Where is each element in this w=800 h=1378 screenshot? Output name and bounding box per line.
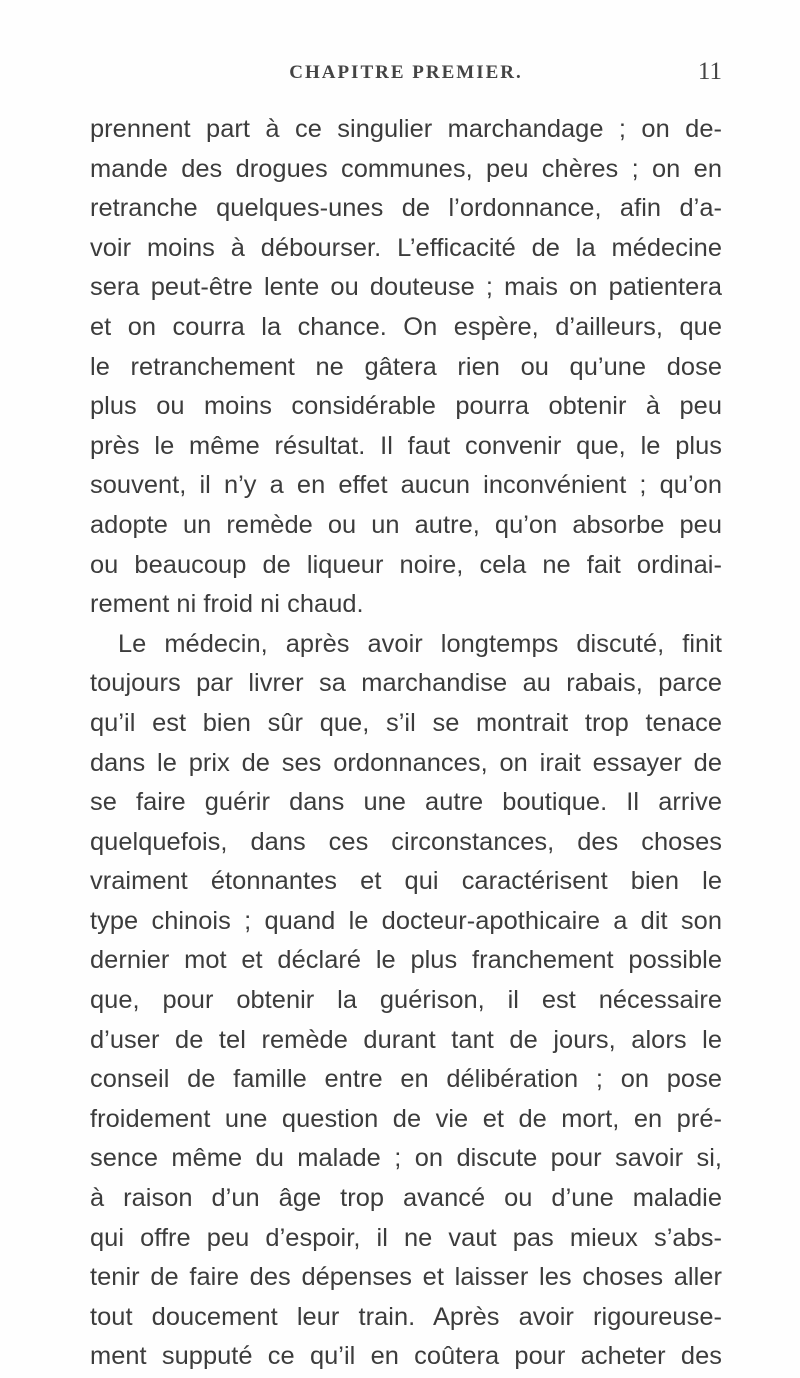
text-line: toujours par livrer sa marchandise au rabais, parce bbox=[90, 669, 722, 698]
text-line: ment supputé ce qu’il en coûtera pour acheter des bbox=[90, 1342, 722, 1371]
text-line: conseil de famille entre en délibération ; on pose bbox=[90, 1065, 722, 1094]
text-line: froidement une question de vie et de mort, en pré- bbox=[90, 1104, 722, 1133]
text-line: mande des drogues communes, peu chères ; on en bbox=[90, 154, 722, 183]
text-line: Le médecin, après avoir longtemps discuté, finit bbox=[118, 629, 722, 658]
text-line: d’user de tel remède durant tant de jours, alors le bbox=[90, 1025, 722, 1054]
chapter-title: CHAPITRE PREMIER. bbox=[289, 62, 523, 83]
running-head bbox=[90, 58, 722, 92]
text-line: type chinois ; quand le docteur-apothicaire a dit son bbox=[90, 906, 722, 935]
text-line: sera peut-être lente ou douteuse ; mais on patientera bbox=[90, 273, 722, 302]
text-line: vraiment étonnantes et qui caractérisent bien le bbox=[90, 867, 722, 896]
text-line: que, pour obtenir la guérison, il est nécessaire bbox=[90, 986, 722, 1015]
text-line: se faire guérir dans une autre boutique. Il arrive bbox=[90, 788, 722, 817]
text-line: plus ou moins considérable pourra obtenir à peu bbox=[90, 392, 722, 421]
text-line: rement ni froid ni chaud. bbox=[90, 590, 364, 619]
text-line: dans le prix de ses ordonnances, on irait essayer de bbox=[90, 748, 722, 777]
text-line: à raison d’un âge trop avancé ou d’une maladie bbox=[90, 1184, 722, 1213]
text-line: ou beaucoup de liqueur noire, cela ne fait ordinai- bbox=[90, 550, 722, 579]
text-line: tout doucement leur train. Après avoir rigoureuse- bbox=[90, 1302, 722, 1331]
text-line: quelquefois, dans ces circonstances, des choses bbox=[90, 827, 722, 856]
text-line: prennent part à ce singulier marchandage ; on de- bbox=[90, 115, 722, 143]
text-line: le retranchement ne gâtera rien ou qu’une dose bbox=[90, 352, 722, 381]
text-line: tenir de faire des dépenses et laisser les choses aller bbox=[90, 1263, 722, 1292]
text-line: souvent, il n’y a en effet aucun inconvénient ; qu’on bbox=[90, 471, 722, 500]
text-line: voir moins à débourser. L’efficacité de la médecine bbox=[90, 233, 722, 262]
text-line: et on courra la chance. On espère, d’ailleurs, que bbox=[90, 312, 722, 341]
text-line: dernier mot et déclaré le plus franchement possible bbox=[90, 946, 722, 975]
text-line: qui offre peu d’espoir, il ne vaut pas mieux s’abs- bbox=[90, 1223, 722, 1252]
page-number: 11 bbox=[697, 58, 722, 85]
text-line: retranche quelques-unes de l’ordonnance, afin d’a- bbox=[90, 194, 722, 223]
text-line: sence même du malade ; on discute pour savoir si, bbox=[90, 1144, 722, 1173]
text-line: près le même résultat. Il faut convenir que, le plus bbox=[90, 431, 722, 460]
body-text bbox=[90, 110, 722, 1377]
text-line: qu’il est bien sûr que, s’il se montrait trop tenace bbox=[90, 708, 722, 737]
text-line: adopte un remède ou un autre, qu’on absorbe peu bbox=[90, 510, 722, 539]
